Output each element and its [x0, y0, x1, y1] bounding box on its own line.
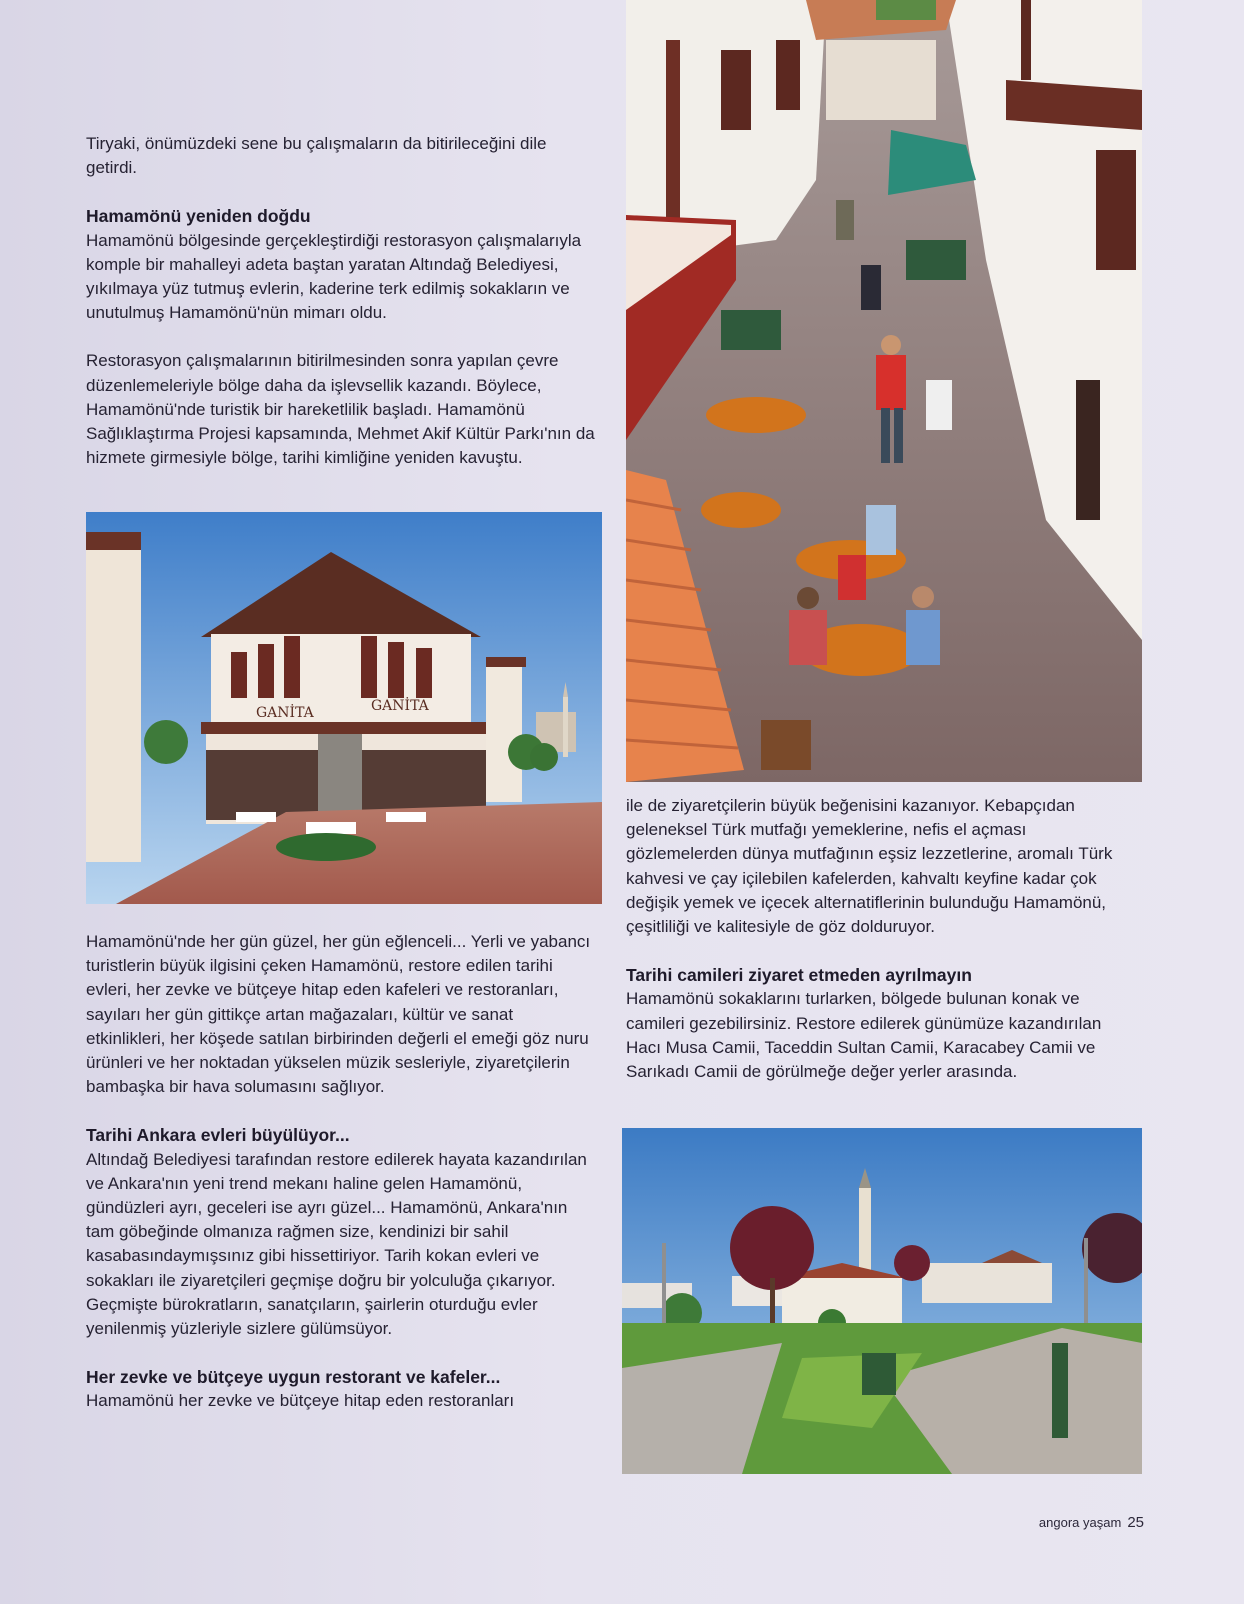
page-footer	[1039, 1514, 1144, 1531]
magazine-name: angora yaşam	[1038, 1515, 1122, 1530]
intro-paragraph: Tiryaki, önümüzdeki sene bu çalışmaların da bitirileceğini dile getirdi.	[86, 134, 547, 178]
section-heading-ankara-houses: Tarihi Ankara evleri büyülüyor...	[86, 1125, 350, 1146]
section-heading-historic-mosques: Tarihi camileri ziyaret etmeden ayrılmayın	[626, 965, 972, 986]
left-column-top	[86, 132, 602, 470]
right-column	[626, 794, 1136, 1084]
restaurant-building-photo	[86, 512, 602, 904]
restaurant-sign-left: GANİTA	[256, 705, 314, 721]
paragraph: Hamamönü her zevke ve bütçeye hitap eden restoranları	[86, 1391, 515, 1411]
section-heading-hamamonu-reborn: Hamamönü yeniden doğdu	[86, 206, 311, 227]
street-cafe-photo	[626, 0, 1142, 782]
paragraph: Restorasyon çalışmalarının bitirilmesinden sonra yapılan çevre düzenlemeleriyle bölge daha da işlevsellik kazandı. Böylece, Hamamönü'nde turistik bir hareketlilik başladı. Hamamönü Sağlıklaştırma Projesi kapsamında, Mehmet Akif Kültür Parkı'nın da hizmete girmesiyle bölge, tarihi kimliğine yeniden kavuştu.	[86, 351, 595, 468]
paragraph: Hamamönü'nde her gün güzel, her gün eğlenceli... Yerli ve yabancı turistlerin büyük ilgisini çeken Hamamönü, restore edilen tarihi evleri, her zevke ve bütçeye hitap eden kafeleri ve restoranları, sayıları her gün gittikçe artan mağazaları, kültür ve sanat etkinlikleri, her köşede satılan birbirinden değerli el emeği göz nuru ürünleri ve her noktadan yükselen müzik sesleriyle, ziyaretçilerin bambaşka bir hava solumasını sağlıyor.	[86, 932, 591, 1097]
page-number: 25	[1127, 1514, 1144, 1531]
section-heading-restaurants: Her zevke ve bütçeye uygun restorant ve kafeler...	[86, 1367, 501, 1388]
park-mosque-photo	[622, 1128, 1142, 1474]
paragraph: Altındağ Belediyesi tarafından restore edilerek hayata kazandırılan ve Ankara'nın yeni trend mekanı haline gelen Hamamönü, gündüzleri ayrı, geceleri ise ayrı güzel... Hamamönü, Ankara'nın tam göbeğinde olmanıza rağmen size, kendinizi bir sahil kasabasındaymışsınız gibi hissettiriyor. Tarih kokan evleri ve sokakları ile ziyaretçileri geçmişe doğru bir yolculuğa çıkarıyor. Geçmişte bürokratların, sanatçıların, şairlerin oturduğu evler yenilenmiş yüzleriyle sizlere gülümsüyor.	[86, 1149, 587, 1339]
paragraph: Hamamönü bölgesinde gerçekleştirdiği restorasyon çalışmalarıyla komple bir mahalleyi adeta baştan yaratan Altındağ Belediyesi, yıkılmaya yüz tutmuş evlerin, kaderine terk edilmiş sokakların ve unutulmuş Hamamönü'nün mimarı oldu.	[86, 230, 582, 323]
restaurant-sign-right: GANİTA	[371, 698, 429, 714]
paragraph: Hamamönü sokaklarını turlarken, bölgede bulunan konak ve camileri gezebilirsiniz. Restore edilerek günümüze kazandırılan Hacı Musa Camii, Taceddin Sultan Camii, Karacabey Camii ve Sarıkadı Camii de görülmeğe değer yerler arasında.	[626, 989, 1102, 1082]
left-column-bottom	[86, 930, 594, 1414]
paragraph: ile de ziyaretçilerin büyük beğenisini kazanıyor. Kebapçıdan geleneksel Türk mutfağı yemeklerine, nefis el açması gözlemelerden dünya mutfağının eşsiz lezzetlerine, aromalı Türk kahvesi ve çay içilebilen kafelerden, kahvaltı keyfine kadar çok değişik yemek ve içecek alternatiflerinin bulunduğu Hamamönü, çeşitliliği ve kalitesiyle de göz dolduruyor.	[626, 796, 1113, 937]
